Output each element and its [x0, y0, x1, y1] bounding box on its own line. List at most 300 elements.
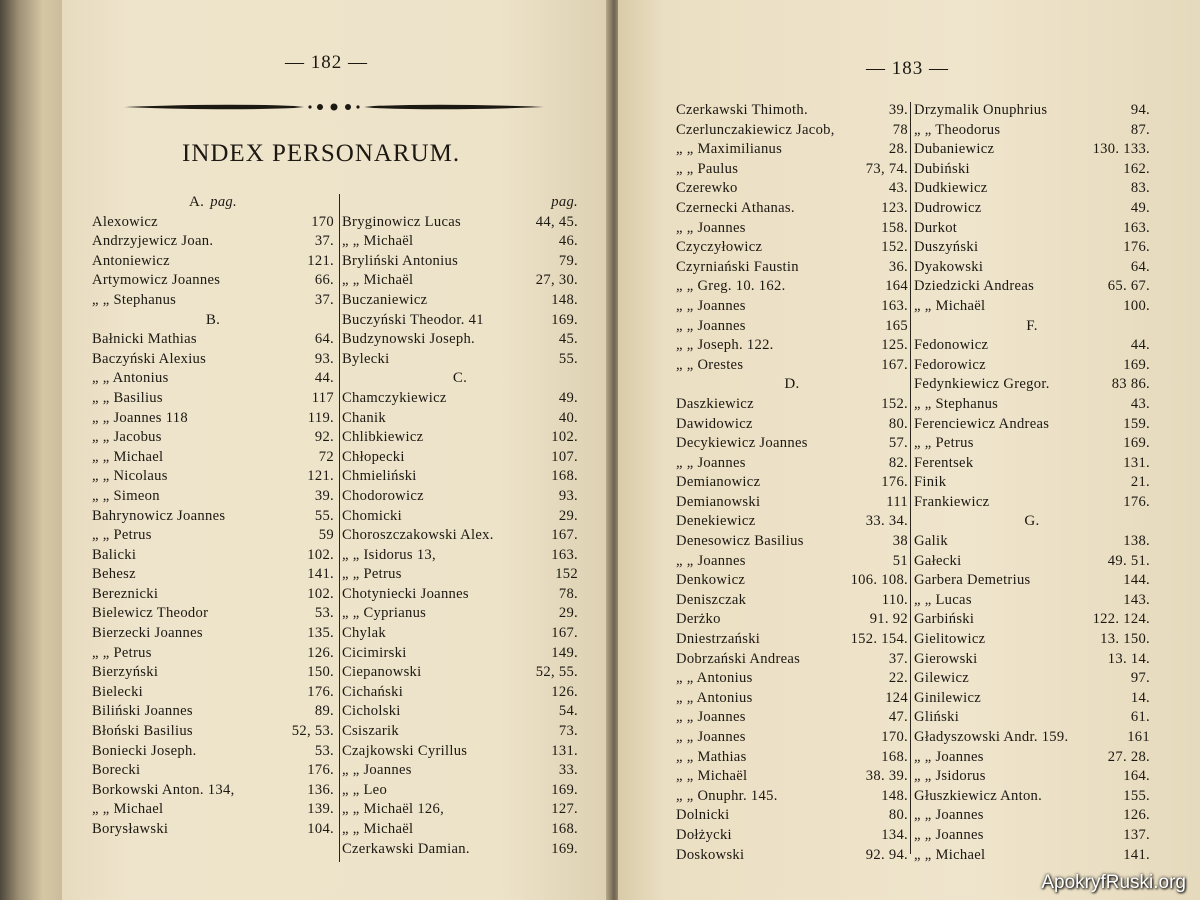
- index-entry: [914, 102, 1150, 122]
- entry-name: Czyrniański Faustin: [676, 258, 799, 275]
- entry-page-ref: 80.: [888, 415, 908, 432]
- index-entry: [342, 468, 578, 488]
- column-divider: [910, 102, 911, 854]
- index-entry: [92, 703, 334, 723]
- index-entry: [342, 449, 578, 469]
- index-entry: [342, 410, 578, 430]
- index-entry: [676, 513, 908, 533]
- entry-name: Bahrynowicz Joannes: [92, 507, 226, 524]
- entry-page-ref: 49.: [1130, 199, 1150, 216]
- entry-page-ref: 64.: [314, 331, 334, 348]
- entry-page-ref: 93.: [558, 487, 578, 504]
- index-entry: [342, 194, 578, 214]
- index-entry: [342, 743, 578, 763]
- entry-name: „ „ Joannes: [914, 807, 984, 824]
- entry-name: „ „ Greg. 10. 162.: [676, 278, 786, 295]
- entry-name: „ „ Simeon: [92, 487, 160, 504]
- entry-name: Durkot: [914, 219, 958, 236]
- entry-page-ref: 152: [555, 566, 578, 583]
- entry-page-ref: 138.: [1123, 533, 1150, 550]
- entry-name: Bryginowicz Lucas: [342, 213, 461, 230]
- index-column-right-1: [676, 102, 908, 866]
- entry-page-ref: 176.: [1123, 239, 1150, 256]
- entry-page-ref: 164.: [1123, 768, 1150, 785]
- entry-name: Borysławski: [92, 821, 169, 837]
- entry-name: Czernecki Athanas.: [676, 199, 795, 216]
- entry-page-ref: 92.: [314, 429, 334, 446]
- column-divider: [339, 194, 340, 862]
- entry-page-ref: 161: [1127, 729, 1150, 745]
- entry-name: Andrzyjewicz Joan.: [92, 233, 214, 250]
- section-letter: [914, 513, 1150, 533]
- entry-name: Decykiewicz Joannes: [676, 435, 808, 452]
- entry-page-ref: 89.: [314, 703, 334, 720]
- index-entry: [92, 625, 334, 645]
- entry-page-ref: 164: [885, 278, 908, 295]
- entry-page-ref: 149.: [551, 644, 578, 661]
- entry-page-ref: 169.: [551, 840, 578, 857]
- entry-name: Ginilewicz: [914, 689, 982, 706]
- entry-page-ref: 169.: [1123, 435, 1150, 452]
- entry-page-ref: 83.: [1130, 180, 1150, 197]
- entry-name: „ „ Joannes: [676, 297, 746, 314]
- index-entry: [92, 508, 334, 528]
- index-entry: [92, 292, 334, 312]
- entry-page-ref: 39.: [314, 487, 334, 504]
- index-entry: [342, 801, 578, 821]
- index-entry: [676, 651, 908, 671]
- index-entry: [914, 807, 1150, 827]
- entry-page-ref: 55.: [558, 350, 578, 367]
- entry-page-ref: 130. 133.: [1092, 141, 1150, 158]
- entry-name: „ „ Antonius: [92, 370, 169, 387]
- entry-name: Fedorowicz: [914, 356, 986, 373]
- index-entry: [676, 494, 908, 514]
- index-entry: [914, 749, 1150, 769]
- entry-page-ref: 124: [885, 689, 908, 706]
- entry-name: „ „ Isidorus 13,: [342, 546, 436, 563]
- entry-page-ref: 137.: [1123, 826, 1150, 843]
- entry-name: Dudrowicz: [914, 199, 982, 216]
- index-entry: [676, 357, 908, 377]
- index-entry: [676, 631, 908, 651]
- entry-name: Głuszkiewicz Anton.: [914, 787, 1043, 804]
- entry-page-ref: 111: [886, 493, 908, 510]
- left-page: [62, 0, 610, 900]
- entry-page-ref: 45.: [558, 331, 578, 348]
- index-entry: [342, 292, 578, 312]
- entry-page-ref: 122. 124.: [1092, 611, 1150, 628]
- index-entry: [676, 239, 908, 259]
- entry-page-ref: 66.: [314, 272, 334, 289]
- entry-page-ref: 83 86.: [1111, 376, 1150, 393]
- entry-name: Cichański: [342, 683, 404, 700]
- index-entry: [676, 553, 908, 573]
- entry-name: „ „ Joannes: [676, 552, 746, 569]
- index-entry: [914, 474, 1150, 494]
- index-entry: [342, 605, 578, 625]
- entry-page-ref: 106. 108.: [850, 572, 908, 589]
- index-entry: [92, 488, 334, 508]
- entry-name: Dolnicki: [676, 807, 730, 824]
- index-entry: [676, 141, 908, 161]
- index-entry: [92, 645, 334, 665]
- index-entry: [676, 298, 908, 318]
- entry-name: Doskowski: [676, 846, 745, 863]
- index-entry: [914, 670, 1150, 690]
- index-entry: [676, 690, 908, 710]
- index-entry: [342, 214, 578, 234]
- index-entry: [342, 508, 578, 528]
- entry-name: Balicki: [92, 546, 137, 563]
- entry-page-ref: 134.: [881, 826, 908, 843]
- entry-page-ref: 33. 34.: [865, 513, 908, 530]
- entry-name: Fedynkiewicz Gregor.: [914, 376, 1050, 393]
- entry-name: „ „ Joannes: [676, 454, 746, 471]
- section-letter-label: C.: [452, 370, 468, 387]
- index-entry: [914, 690, 1150, 710]
- entry-page-ref: 152.: [881, 239, 908, 256]
- entry-page-ref: 131.: [551, 742, 578, 759]
- entry-page-ref: 37.: [888, 650, 908, 667]
- entry-name: Dołżycki: [676, 826, 732, 843]
- entry-page-ref: 131.: [1123, 454, 1150, 471]
- entry-name: „ „ Joseph. 122.: [676, 337, 774, 354]
- entry-name: Denesowicz Basilius: [676, 533, 804, 550]
- index-entry: [914, 278, 1150, 298]
- entry-name: Borkowski Anton. 134,: [92, 781, 235, 798]
- section-letter-label: F.: [1026, 317, 1038, 334]
- index-entry: [676, 768, 908, 788]
- entry-page-ref: 54.: [558, 703, 578, 720]
- entry-name: „ „ Petrus: [92, 644, 152, 661]
- entry-page-ref: 176.: [1123, 493, 1150, 510]
- index-entry: [92, 566, 334, 586]
- index-entry: [92, 468, 334, 488]
- index-entry: [676, 435, 908, 455]
- index-entry: [676, 200, 908, 220]
- entry-page-ref: 43.: [1130, 395, 1150, 412]
- index-entry: [914, 161, 1150, 181]
- index-entry: [914, 396, 1150, 416]
- entry-name: Cicholski: [342, 703, 401, 720]
- entry-page-ref: 143.: [1123, 591, 1150, 608]
- index-column-left-2: [342, 194, 578, 860]
- entry-name: „ „ Michael: [914, 846, 986, 863]
- entry-page-ref: pag.: [551, 194, 578, 210]
- entry-page-ref: 93.: [314, 350, 334, 367]
- index-entry: [914, 827, 1150, 847]
- entry-page-ref: 167.: [881, 356, 908, 373]
- entry-name: Csiszarik: [342, 723, 400, 740]
- section-letter-label: G.: [1024, 513, 1040, 530]
- index-entry: [92, 449, 334, 469]
- index-entry: [92, 410, 334, 430]
- index-entry: [676, 396, 908, 416]
- entry-page-ref: 148.: [881, 787, 908, 804]
- entry-page-ref: 13. 14.: [1107, 650, 1150, 667]
- index-entry: [914, 259, 1150, 279]
- entry-page-ref: 72: [318, 448, 334, 465]
- index-entry: [914, 239, 1150, 259]
- index-entry: [914, 533, 1150, 553]
- entry-page-ref: 163.: [551, 546, 578, 563]
- entry-name: Chanik: [342, 409, 386, 426]
- index-entry: [342, 625, 578, 645]
- entry-name: Dobrzański Andreas: [676, 650, 801, 667]
- entry-name: „ „ Antonius: [676, 670, 753, 687]
- entry-name: „ „ Stephanus: [92, 291, 177, 308]
- entry-page-ref: 126.: [307, 644, 334, 661]
- index-entry: [676, 827, 908, 847]
- entry-name: „ „ Joannes 118: [92, 409, 188, 426]
- entry-page-ref: 119.: [307, 409, 334, 426]
- entry-page-ref: 80.: [888, 807, 908, 824]
- entry-name: Artymowicz Joannes: [92, 272, 221, 289]
- entry-page-ref: 64.: [1130, 258, 1150, 275]
- entry-name: Dubiński: [914, 160, 970, 177]
- index-entry: [342, 312, 578, 332]
- entry-page-ref: 169.: [1123, 356, 1150, 373]
- index-entry: [914, 435, 1150, 455]
- section-letter: [92, 312, 334, 332]
- index-entry: [676, 180, 908, 200]
- entry-page-ref: 167.: [551, 527, 578, 544]
- index-entry: [914, 768, 1150, 788]
- index-entry: [92, 214, 334, 234]
- entry-name: „ „ Cyprianus: [342, 605, 427, 622]
- entry-name: „ „ Orestes: [676, 356, 744, 373]
- index-entry: [342, 351, 578, 371]
- entry-page-ref: 37.: [314, 233, 334, 250]
- entry-name: Dziedzicki Andreas: [914, 278, 1035, 295]
- entry-page-ref: 104.: [307, 821, 334, 837]
- index-entry: [914, 611, 1150, 631]
- entry-name: Gładyszowski Andr. 159.: [914, 729, 1069, 745]
- entry-name: „ „ Michael: [92, 448, 164, 465]
- index-entry: [676, 572, 908, 592]
- entry-name: Bylecki: [342, 350, 390, 367]
- index-entry: [914, 729, 1150, 749]
- entry-name: Dniestrzański: [676, 631, 761, 648]
- entry-page-ref: 22.: [888, 670, 908, 687]
- entry-name: „ „ Maximilianus: [676, 141, 783, 158]
- entry-name: Chylak: [342, 625, 386, 642]
- entry-name: „ „ Michaël: [342, 233, 414, 250]
- entry-name: Boniecki Joseph.: [92, 742, 197, 759]
- entry-page-ref: 49. 51.: [1107, 552, 1150, 569]
- entry-page-ref: 29.: [558, 507, 578, 524]
- entry-page-ref: 152. 154.: [850, 631, 908, 648]
- entry-name: Bryliński Antonius: [342, 252, 459, 269]
- entry-name: Czyczyłowicz: [676, 239, 763, 256]
- entry-page-ref: 94.: [1130, 102, 1150, 118]
- entry-page-ref: 27, 30.: [535, 272, 578, 289]
- entry-name: „ „ Joannes: [914, 826, 984, 843]
- entry-name: Garbera Demetrius: [914, 572, 1031, 589]
- index-entry: [676, 161, 908, 181]
- entry-page-ref: 170.: [881, 729, 908, 745]
- entry-name: Daszkiewicz: [676, 395, 754, 412]
- index-entry: [92, 331, 334, 351]
- entry-page-ref: 52, 53.: [291, 723, 334, 740]
- entry-name: „ „ Michaël: [342, 272, 414, 289]
- index-entry: [92, 723, 334, 743]
- entry-name: Gliński: [914, 709, 960, 726]
- entry-page-ref: 57.: [888, 435, 908, 452]
- index-entry: [342, 527, 578, 547]
- entry-page-ref: 14.: [1130, 689, 1150, 706]
- entry-name: „ „ Michaël 126,: [342, 801, 445, 818]
- entry-name: „ „ Mathias: [676, 748, 747, 765]
- entry-page-ref: 165: [885, 317, 908, 334]
- entry-page-ref: 121.: [307, 252, 334, 269]
- index-entry: [92, 429, 334, 449]
- entry-name: Denekiewicz: [676, 513, 756, 530]
- entry-name: Ferentsek: [914, 454, 974, 471]
- index-column-left-1: [92, 194, 334, 841]
- index-entry: [92, 233, 334, 253]
- entry-name: Biliński Joannes: [92, 703, 193, 720]
- entry-page-ref: 92. 94.: [865, 846, 908, 863]
- entry-page-ref: 102.: [307, 546, 334, 563]
- entry-page-ref: 155.: [1123, 787, 1150, 804]
- index-entry: [676, 611, 908, 631]
- ornament-rule-icon: [124, 100, 544, 114]
- entry-page-ref: 52, 55.: [535, 664, 578, 681]
- index-entry: [676, 729, 908, 749]
- entry-page-ref: 61.: [1130, 709, 1150, 726]
- entry-page-ref: 97.: [1130, 670, 1150, 687]
- entry-page-ref: 176.: [307, 762, 334, 779]
- index-entry: [342, 233, 578, 253]
- index-entry: [342, 390, 578, 410]
- entry-name: Czerlunczakiewicz Jacob,: [676, 121, 835, 138]
- entry-page-ref: 167.: [551, 625, 578, 642]
- entry-page-ref: 170: [311, 213, 334, 230]
- index-entry: [914, 592, 1150, 612]
- entry-page-ref: 136.: [307, 781, 334, 798]
- index-entry: [914, 455, 1150, 475]
- index-entry: [676, 474, 908, 494]
- index-entry: [342, 703, 578, 723]
- entry-page-ref: 33.: [558, 762, 578, 779]
- entry-name: „ „ Michael: [92, 801, 164, 818]
- entry-page-ref: 168.: [551, 821, 578, 837]
- entry-page-ref: 37.: [314, 291, 334, 308]
- entry-page-ref: 150.: [307, 664, 334, 681]
- entry-name: „ „ Joannes: [914, 748, 984, 765]
- index-entry: [676, 749, 908, 769]
- entry-name: „ „ Basilius: [92, 389, 163, 406]
- entry-name: „ „ Theodorus: [914, 121, 1001, 138]
- index-entry: [342, 331, 578, 351]
- index-entry: [676, 220, 908, 240]
- entry-page-ref: 102.: [551, 429, 578, 446]
- entry-name: „ „ Antonius: [676, 689, 753, 706]
- index-entry: [676, 533, 908, 553]
- entry-name: Galik: [914, 533, 948, 550]
- entry-page-ref: 135.: [307, 625, 334, 642]
- index-entry: [92, 684, 334, 704]
- entry-page-ref: 44, 45.: [535, 213, 578, 230]
- entry-name: Denkowicz: [676, 572, 746, 589]
- entry-name: Derżko: [676, 611, 721, 628]
- entry-name: Bielewicz Theodor: [92, 605, 209, 622]
- entry-page-ref: 87.: [1130, 121, 1150, 138]
- entry-name: Błoński Basilius: [92, 723, 193, 740]
- entry-name: Deniszczak: [676, 591, 747, 608]
- index-entry: [914, 220, 1150, 240]
- entry-name: Choroszczakowski Alex.: [342, 527, 494, 544]
- entry-name: Czajkowski Cyrillus: [342, 742, 468, 759]
- entry-name: Alexowicz: [92, 213, 158, 230]
- entry-name: Fedonowicz: [914, 337, 989, 354]
- entry-page-ref: 79.: [558, 252, 578, 269]
- entry-name: „ „ Jsidorus: [914, 768, 986, 785]
- index-entry: [676, 788, 908, 808]
- entry-name: Dawidowicz: [676, 415, 753, 432]
- entry-page-ref: 110.: [881, 591, 908, 608]
- entry-page-ref: 162.: [1123, 160, 1150, 177]
- index-entry: [342, 272, 578, 292]
- entry-page-ref: 53.: [314, 605, 334, 622]
- entry-name: Duszyński: [914, 239, 979, 256]
- entry-page-ref: 148.: [551, 291, 578, 308]
- entry-page-ref: 163.: [881, 297, 908, 314]
- entry-name: Ferenciewicz Andreas: [914, 415, 1050, 432]
- entry-name: „ „ Lucas: [914, 591, 972, 608]
- entry-page-ref: 158.: [881, 219, 908, 236]
- entry-name: Bielecki: [92, 683, 144, 700]
- entry-name: Bierzecki Joannes: [92, 625, 203, 642]
- index-entry: [914, 494, 1150, 514]
- index-entry: [676, 847, 908, 867]
- entry-name: Cicimirski: [342, 644, 407, 661]
- entry-name: Czerkawski Damian.: [342, 840, 470, 857]
- index-entry: [92, 370, 334, 390]
- entry-name: Antoniewicz: [92, 252, 170, 269]
- entry-name: Drzymalik Onuphrius: [914, 102, 1048, 118]
- entry-name: Czerkawski Thimoth.: [676, 102, 808, 118]
- index-entry: [92, 762, 334, 782]
- index-entry: [914, 709, 1150, 729]
- entry-name: Ciepanowski: [342, 664, 422, 681]
- entry-page-ref: 100.: [1123, 297, 1150, 314]
- index-column-right-2: [914, 102, 1150, 866]
- entry-page-ref: 44.: [314, 370, 334, 387]
- entry-name: Demianowicz: [676, 474, 761, 491]
- section-letter-label: A.: [189, 194, 205, 210]
- entry-page-ref: 152.: [881, 395, 908, 412]
- entry-name: „ „ Jacobus: [92, 429, 162, 446]
- entry-page-ref: 121.: [307, 468, 334, 485]
- entry-name: Chamczykiewicz: [342, 389, 447, 406]
- entry-name: Borecki: [92, 762, 141, 779]
- right-page: [618, 0, 1200, 900]
- entry-page-ref: 59: [318, 527, 334, 544]
- entry-name: „ „ Petrus: [914, 435, 974, 452]
- entry-page-ref: 141.: [307, 566, 334, 583]
- entry-page-ref: 65. 67.: [1107, 278, 1150, 295]
- entry-name: „ „ Michaël: [914, 297, 986, 314]
- index-entry: [342, 586, 578, 606]
- index-entry: [92, 351, 334, 371]
- index-entry: [92, 527, 334, 547]
- index-entry: [676, 259, 908, 279]
- entry-name: Finik: [914, 474, 947, 491]
- index-entry: [92, 586, 334, 606]
